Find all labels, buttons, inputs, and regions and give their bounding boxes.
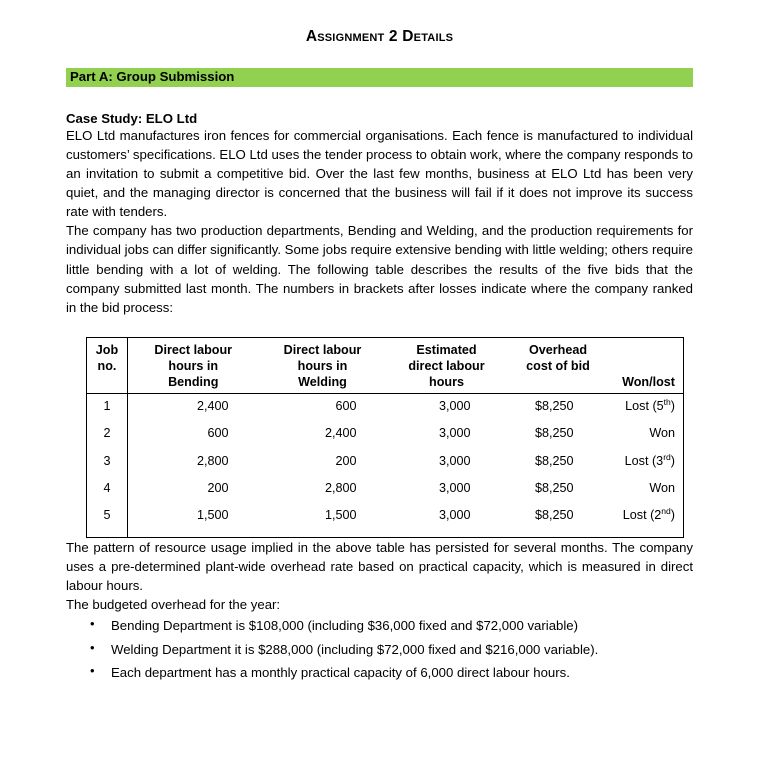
table-row	[87, 502, 684, 538]
column-header-job-no	[87, 338, 128, 394]
column-header-overhead-cost	[507, 338, 610, 394]
table-row	[87, 394, 684, 421]
column-header-bending-line1: Direct labour	[154, 343, 233, 357]
cell-won-lost: Lost (5th)	[625, 397, 675, 414]
paragraph-departments: The company has two production departments, Bending and Welding, and the production requirements for individual jobs can differ significantly. Some jobs require extensive bending with little welding; others require little bending with a lot of welding. The following table describes the results of the five bids that the company submitted last month. The numbers in brackets after losses indicate where the company ranked in the bid process:	[66, 223, 693, 315]
budget-lead-in: The budgeted overhead for the year:	[66, 597, 281, 613]
cell-overhead-cost: $8,250	[534, 426, 574, 441]
cell-bending-hours: 1,500	[196, 507, 229, 522]
column-header-bending-hours	[128, 338, 259, 394]
cell-overhead-cost: $8,250	[534, 480, 574, 495]
column-header-job-no-line1: Job	[95, 343, 119, 357]
column-header-overhead-line1: Overhead	[528, 343, 588, 357]
list-item: • Each department has a monthly practical capacity of 6,000 direct labour hours.	[111, 663, 693, 682]
column-header-welding-line3: Welding	[298, 375, 347, 390]
bids-table	[86, 337, 684, 538]
cell-bending-hours: 2,800	[196, 453, 229, 468]
ordinal-suffix: nd	[661, 505, 671, 516]
page-title: Assignment 2 Details	[305, 28, 454, 45]
case-study-heading: Case Study: ELO Ltd	[66, 110, 198, 126]
list-item: • Bending Department is $108,000 (including $36,000 fixed and $72,000 variable)	[111, 616, 693, 635]
section-banner-label: Part A: Group Submission	[70, 69, 235, 85]
cell-job-no: 3	[87, 448, 128, 475]
column-header-estimated-line1: Estimated	[416, 343, 477, 357]
cell-job-no: 4	[87, 475, 128, 502]
paragraph-intro: ELO Ltd manufactures iron fences for commercial organisations. Each fence is manufactured to individual customers’ specifications. ELO Ltd uses the tender process to obtain work, where the company responds to an invitation to submit a competitive bid. Over the last few months, business at ELO Ltd has been very quiet, and the managing director is concerned that the business will fail if it does not improve its success rate with tenders.	[66, 127, 693, 220]
cell-won-lost: Won	[649, 426, 675, 441]
column-header-won-lost-label: Won/lost	[622, 375, 675, 390]
cell-job-no: 2	[87, 420, 128, 447]
list-item: • Welding Department it is $288,000 (including $72,000 fixed and $216,000 variable).	[111, 640, 693, 659]
cell-won-lost: Won	[649, 480, 675, 495]
cell-bending-hours: 2,400	[196, 399, 229, 414]
cell-welding-hours: 200	[335, 453, 357, 468]
cell-estimated-hours: 3,000	[438, 480, 471, 495]
cell-estimated-hours: 3,000	[438, 507, 471, 522]
column-header-bending-line2: hours in	[168, 359, 219, 374]
bids-table-body	[87, 394, 684, 538]
cell-welding-hours: 2,400	[324, 426, 357, 441]
ordinal-suffix: rd	[663, 451, 671, 462]
column-header-estimated-line2: direct labour	[408, 359, 485, 374]
column-header-estimated-hours	[387, 338, 507, 394]
cell-won-lost: Lost (2nd)	[622, 505, 675, 522]
cell-welding-hours: 600	[335, 399, 357, 414]
cell-overhead-cost: $8,250	[534, 507, 574, 522]
ordinal-suffix: th	[663, 397, 671, 408]
column-header-welding-line2: hours in	[297, 359, 348, 374]
column-header-welding-hours	[259, 338, 387, 394]
cell-job-no: 5	[87, 502, 128, 538]
cell-overhead-cost: $8,250	[534, 399, 574, 414]
table-row	[87, 448, 684, 475]
cell-job-no: 1	[87, 394, 128, 421]
bids-table-container	[66, 337, 693, 538]
cell-welding-hours: 2,800	[324, 480, 357, 495]
cell-overhead-cost: $8,250	[534, 453, 574, 468]
bids-table-head	[87, 338, 684, 394]
column-header-welding-line1: Direct labour	[283, 343, 362, 357]
cell-estimated-hours: 3,000	[438, 453, 471, 468]
cell-won-lost: Lost (3rd)	[624, 451, 675, 468]
column-header-estimated-line3: hours	[429, 375, 464, 390]
budget-bullet-list	[66, 616, 693, 681]
column-header-bending-line3: Bending	[168, 375, 219, 390]
cell-estimated-hours: 3,000	[438, 399, 471, 414]
paragraph-resource-usage: The pattern of resource usage implied in the above table has persisted for several months. The company uses a pre-determined plant-wide overhead rate based on practical capacity, which is measured in direct labour hours.	[66, 539, 693, 594]
table-header-row	[87, 338, 684, 394]
column-header-overhead-line2: cost of bid	[526, 359, 590, 374]
cell-welding-hours: 1,500	[324, 507, 357, 522]
column-header-job-no-line2: no.	[97, 359, 117, 374]
table-row	[87, 475, 684, 502]
table-row	[87, 420, 684, 447]
cell-estimated-hours: 3,000	[438, 426, 471, 441]
section-banner-part-a	[66, 68, 693, 87]
cell-bending-hours: 200	[207, 480, 229, 495]
cell-bending-hours: 600	[207, 426, 229, 441]
column-header-won-lost	[610, 338, 684, 394]
